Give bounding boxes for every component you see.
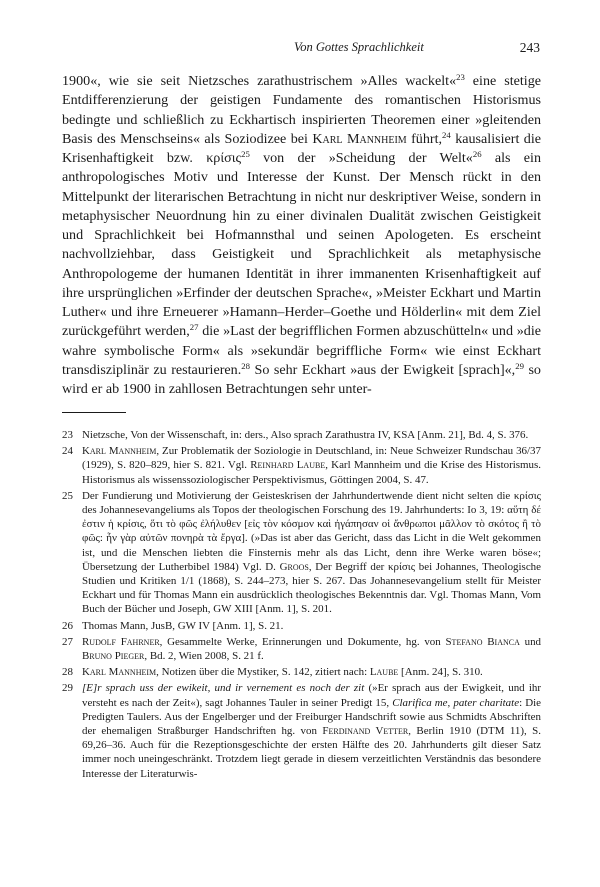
footnote-text: , Berlin 1910 (DTM 11), S. 69,26–36. Auch für die Rezeptionsgeschichte der ersten Hälfte des 20. Jahrhunderts gilt dieser Satz immer noch uneingeschränkt. Trotzdem liegt gerade in diesem verzeitlichten Verständnis das besondere Interesse der Literaturwis- [82, 725, 541, 780]
body-text-segment: kausalisiert die Krisenhaftigkeit bzw. κρίσις [62, 130, 542, 166]
footnote-number: 27 [62, 635, 73, 648]
body-text-segment: von der »Scheidung der Welt« [249, 150, 473, 166]
footnote-number: 26 [62, 619, 73, 632]
running-head: Von Gottes Sprachlichkeit [294, 40, 424, 54]
body-text-segment: eine stetige Entdifferenzierung der geistigen Fundamente des romantischen Historismus bedingte und schließlich zu Eckhartisch inspirierten Theoremen einer »gleitenden Basis des Menschseins« als Soziodizee bei [62, 73, 542, 147]
body-text-segment: 1900«, wie sie seit Nietzsches zarathustrischem »Alles wackelt« [62, 73, 457, 89]
footnote-text: : Die Predigten Taulers. Aus der Engelberger und der Freiburger Handschrift sowie aus Schmidts Abschriften der ehemaligen Straßburger Handschriften hg. von [82, 696, 541, 738]
footnote-number: 28 [62, 666, 73, 679]
author-name: Laube [369, 666, 399, 679]
footnote-ref-23[interactable]: 23 [456, 72, 465, 83]
body-text-segment: die »Last der begrifflichen Formen abzuschütteln« und »die wahre symbolische Form« als »sekundär begriffliche Form« wie einst Eckhart transdisziplinär zu restaurieren. [62, 323, 541, 378]
author-name: Ferdinand Vetter [322, 725, 409, 738]
author-name: Karl Mannheim [82, 445, 157, 458]
body-text-segment: führt, [406, 130, 443, 147]
footnote-text: , Karl Mannheim und die Krise des Historismus. Historismus als wissenssoziologischer Perspektivismus, Göttingen 2004, S. 47. [82, 459, 542, 486]
author-name: D. Groos [265, 560, 309, 573]
footnote-text: (»Er sprach aus der Ewigkeit, und ihr versteht es nach der Zeit«), sagt Johannes Tauler in seiner Predigt 15, [82, 682, 541, 709]
sermon-title: Clarifica me, pater charitate [392, 696, 520, 709]
author-name: Stefano Bianca [445, 635, 520, 648]
footnote-text: Nietzsche, Von der Wissenschaft, in: ders., Also sprach Zarathustra IV, KSA [Anm. 21], Bd. 4, S. 376. [82, 429, 529, 441]
footnote-text: [Anm. 24], S. 310. [398, 666, 483, 679]
author-name: Reinhard Laube [250, 459, 326, 472]
author-name: Bruno Pieger [82, 650, 145, 663]
author-name: Karl Mannheim [82, 666, 157, 679]
footnote-text: , Gesammelte Werke, Erinnerungen und Dokumente, hg. von [159, 635, 446, 648]
footnote-ref-27[interactable]: 27 [189, 322, 199, 333]
footnote-text: , Der Begriff der κρίσις bei Johannes, Theologische Studien und Kritiken 1/1 (1868), S. 244–273, hier S. 267. Das Johannesevangelium stellt für Meister Eckhart und für Thomas Mann ein ausdrücklich theologisches Bekenntnis dar. Vgl. Thomas Mann, Vom Buch der Bücher und Joseph, GW XIII [Anm. 1], S. 201. [82, 560, 541, 616]
footnote-text: , Notizen über die Mystiker, S. 142, zitiert nach: [156, 666, 370, 679]
footnote-ref-29[interactable]: 29 [515, 360, 524, 371]
footnote-26 [62, 619, 541, 633]
footnote-29 [62, 681, 541, 780]
footnote-number: 25 [62, 489, 73, 502]
author-name: Karl Mannheim [312, 130, 407, 147]
footnote-28 [62, 665, 541, 679]
footnote-24 [62, 444, 541, 487]
footnote-text: , Zur Problematik der Soziologie in Deutschland, in: Neue Schweizer Rundschau 36/37 (1929), S. 820–829, hier S. 821. Vgl. [82, 445, 541, 472]
footnote-number: 29 [62, 682, 73, 695]
body-text-segment: so wird er ab 1900 in zahllosen Betrachtungen sehr unter- [62, 361, 541, 397]
footnote-27 [62, 635, 541, 663]
footnote-number: 23 [62, 429, 73, 441]
footnote-ref-26[interactable]: 26 [472, 149, 482, 160]
page-number: 243 [519, 40, 540, 55]
footnote-text: und [519, 635, 542, 648]
footnote-text: Thomas Mann, JusB, GW IV [Anm. 1], S. 21. [82, 619, 284, 632]
footnote-25 [62, 489, 541, 617]
body-text-segment: So sehr Eckhart »aus der Ewigkeit [sprach]«, [249, 361, 516, 378]
footnote-text: , Bd. 2, Wien 2008, S. 21 f. [144, 650, 264, 663]
footnote-23 [62, 428, 541, 442]
footnote-ref-28[interactable]: 28 [241, 360, 250, 371]
footnote-number: 24 [62, 445, 73, 458]
footnote-ref-24[interactable]: 24 [442, 129, 451, 140]
footnote-separator [62, 412, 126, 413]
author-name: Rudolf Fahrner [82, 635, 160, 648]
main-paragraph [62, 72, 541, 399]
footnotes [62, 428, 541, 783]
footnote-text: Der Fundierung und Motivierung der Geisteskrisen der Jahrhundertwende dient nicht selten die κρίσις des Johannesevangeliums als Topos der theologischen Forschung des 19. Jahrhunderts: Io 3, 19: αὕτη δέ ἐστιν ἡ κρίσις, ὅτι τὸ φῶς ἐλήλυθεν [εἰς τὸν κόσμον καὶ ἠγάπησαν οἱ ἄνθρωποι μᾶλλον τὸ σκότος ἢ τὸ φῶς: ἦν γὰρ αὐτῶν πονηρὰ τὰ ἔργα]. (»Das ist aber das Gericht, dass das Licht in die Welt gekommen ist, und die Menschen liebten die Finsternis mehr als das Licht, denn ihre Werke waren böse«; Übersetzung der Lutherbibel 1984) Vgl. [82, 489, 541, 573]
quotation: [E]r sprach uss der ewikeit, und ir vernement es noch der zit [82, 682, 365, 695]
page-header [62, 40, 540, 60]
footnote-ref-25[interactable]: 25 [241, 149, 250, 160]
body-text-segment: als ein anthropologisches Motiv und Interesse der Kunst. Der Mensch rückt in den Mittelpunkt der literarischen Betrachtung in nicht nur deskriptiver Weise, sondern in metaphysischer Neuordnung hin zu einer divinalen Dualität zwischen Geistigkeit und Sprachlichkeit bei Hofmannsthal und seinen Apologeten. Es erscheint nachvollziehbar, dass Geistigkeit und Sprachlichkeit als metaphysische Anthropologeme der humanen Identität in ihrer immanenten Krisenhaftigkeit auf ihre ursprünglichen »Erfinder der deutschen Sprache«, »Meister Eckhart und Martin Luther« und ihre Erneuerer »Hamann–Herder–Goethe und Hölderlin« mit dem Ziel zurückgeführt werden, [62, 150, 541, 340]
